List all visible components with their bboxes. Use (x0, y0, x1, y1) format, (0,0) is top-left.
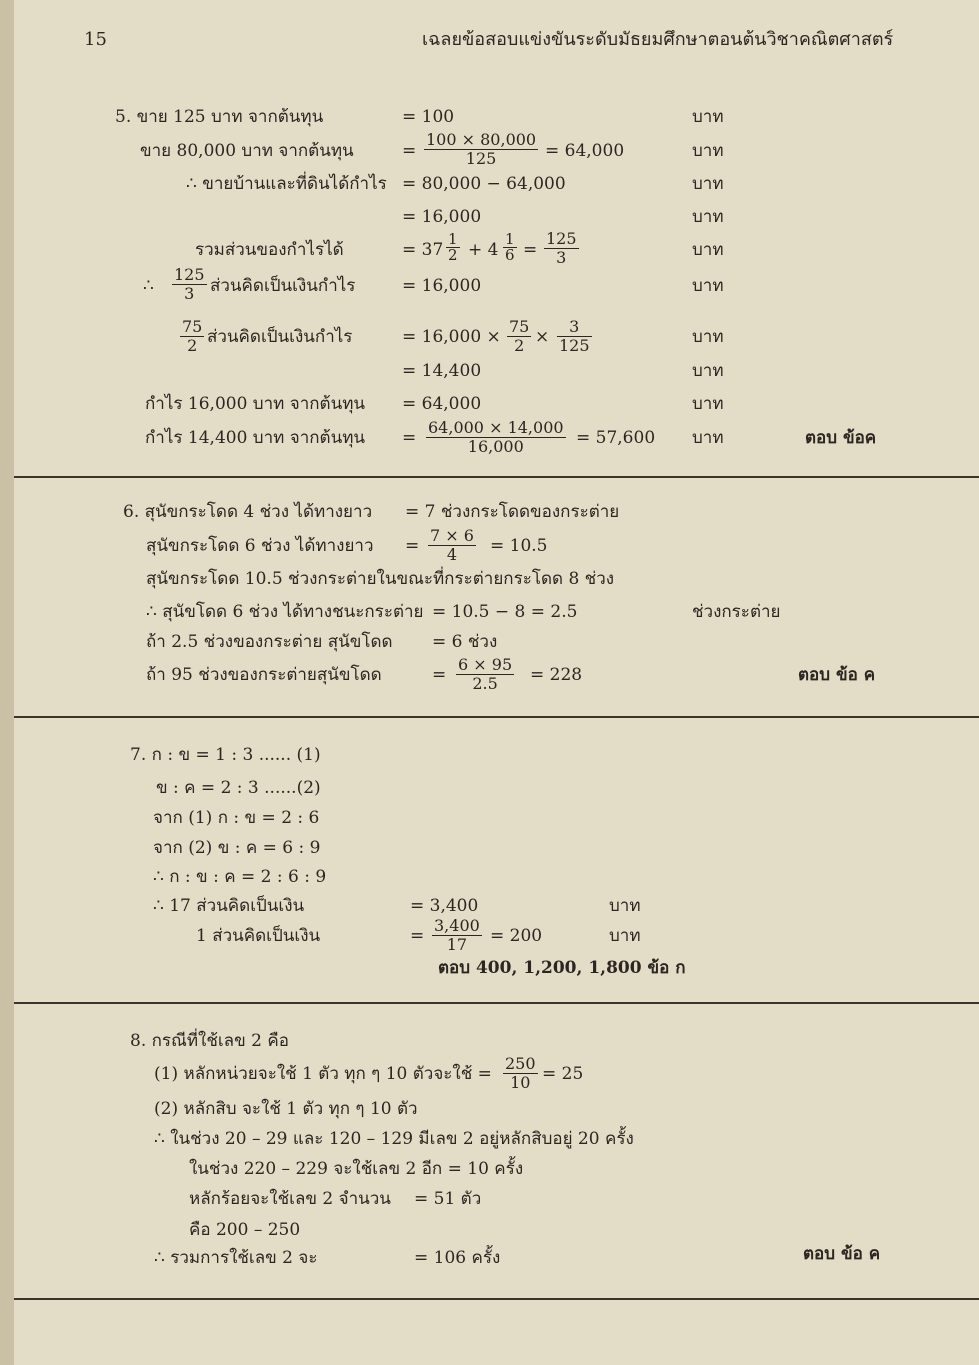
q8-line1: 8. กรณีที่ใช้เลข 2 คือ (130, 1031, 289, 1051)
q5-line2-unit: บาท (692, 141, 724, 161)
q5-line10-eq: = (402, 428, 417, 448)
q5-line7-fraction (180, 318, 204, 355)
q5-line8-unit: บาท (692, 361, 724, 381)
q7-line4: จาก (2) ข : ค = 6 : 9 (153, 838, 321, 858)
q5-line5-f2-denominator: 6 (505, 246, 515, 264)
q7-line3: จาก (1) ก : ข = 2 : 6 (153, 808, 320, 828)
q7-line7-label: 1 ส่วนคิดเป็นเงิน (196, 926, 321, 946)
q6-line5-label: ถ้า 2.5 ช่วงของกระต่าย สุนัขโดด (146, 632, 393, 652)
q7-line5: ∴ ก : ข : ค = 2 : 6 : 9 (153, 867, 327, 887)
q5-line2-label: ขาย 80,000 บาท จากต้นทุน (140, 141, 354, 161)
q8-line2-fraction (503, 1055, 538, 1092)
q5-line1-value: = 100 (402, 107, 455, 127)
q6-line2-eq: = (405, 536, 420, 556)
q7-line6-label: ∴ 17 ส่วนคิดเป็นเงิน (153, 896, 305, 916)
q6-line6-numerator: 6 × 95 (458, 655, 513, 674)
q7-line7-unit: บาท (609, 926, 641, 946)
q5-line5-c: = (523, 240, 538, 260)
q7-line7-numerator: 3,400 (434, 916, 480, 935)
q8-line7: คือ 200 – 250 (189, 1220, 301, 1240)
q5-line3-label: ∴ ขายบ้านและที่ดินได้กำไร (186, 174, 387, 194)
q5-line7-fraction-3 (557, 318, 592, 355)
q8-line2-result: = 25 (542, 1064, 584, 1084)
q5-line1-unit: บาท (692, 107, 724, 127)
q5-line6-value: = 16,000 (402, 276, 482, 296)
q5-line7-f3-denominator: 125 (559, 336, 590, 355)
q5-line8-value: = 14,400 (402, 361, 482, 381)
q5-line5-f3-denominator: 3 (556, 248, 567, 267)
q5-line7-f3-numerator: 3 (557, 318, 592, 337)
q6-answer: ตอบ ข้อ ค (798, 665, 876, 685)
q5-line5-fraction-3 (544, 230, 579, 267)
q6-line2-fraction (428, 527, 476, 564)
q5-line4-unit: บาท (692, 207, 724, 227)
q7-line6-value: = 3,400 (410, 896, 479, 916)
q7-line6-unit: บาท (609, 896, 641, 916)
q6-line5-value: = 6 ช่วง (432, 632, 498, 652)
q8-line4: ∴ ในช่วง 20 – 29 และ 120 – 129 มีเลข 2 อยู่หลักสิบอยู่ 20 ครั้ง (154, 1129, 634, 1149)
q5-line2-result: = 64,000 (545, 141, 625, 161)
q5-line10-denominator: 16,000 (467, 437, 524, 456)
q8-line8-label: ∴ รวมการใช้เลข 2 จะ (154, 1248, 318, 1268)
q7-line7-fraction (432, 917, 482, 954)
q7-answer: ตอบ 400, 1,200, 1,800 ข้อ ก (438, 958, 686, 978)
q5-line10-fraction (426, 419, 566, 456)
q8-line5: ในช่วง 220 – 229 จะใช้เลข 2 อีก = 10 ครั้ง (189, 1159, 524, 1179)
q5-line7-numerator: 75 (182, 317, 203, 336)
q6-line6-fraction (456, 656, 514, 693)
q6-line4-label: ∴ สุนัขโดด 6 ช่วง ได้ทางชนะกระต่าย (146, 602, 424, 622)
q5-line7-a: = 16,000 × (402, 327, 501, 347)
q5-line5-b: + 4 (468, 240, 499, 260)
q5-line9-value: = 64,000 (402, 394, 482, 414)
page-binding-edge (0, 0, 14, 1365)
q5-line5-f1-numerator: 1 (448, 230, 458, 248)
q5-line3-unit: บาท (692, 174, 724, 194)
section-divider (14, 716, 979, 718)
page-number: 15 (84, 29, 107, 50)
q5-line6-numerator: 125 (174, 265, 205, 284)
q6-line1-label: 6. สุนัขกระโดด 4 ช่วง ได้ทางยาว (123, 502, 373, 522)
q5-line5-unit: บาท (692, 240, 724, 260)
q7-line7-result: = 200 (490, 926, 543, 946)
q5-line7-f2-denominator: 2 (514, 336, 525, 355)
q5-line2-denominator: 125 (465, 149, 497, 168)
q5-line5-f2-numerator: 1 (505, 230, 515, 248)
q5-line5-a: = 37 (402, 240, 444, 260)
q6-line2-denominator: 4 (446, 545, 458, 564)
q5-line7-b: × (535, 327, 550, 347)
q6-line1-value: = 7 ช่วงกระโดดของกระต่าย (405, 502, 620, 522)
q5-line7-f2-numerator: 75 (509, 317, 530, 336)
q5-line9-label: กำไร 16,000 บาท จากต้นทุน (145, 394, 366, 414)
q5-line5-f1-denominator: 2 (448, 246, 458, 264)
q5-line6-denominator: 3 (184, 284, 195, 303)
q5-line6-label: ส่วนคิดเป็นเงินกำไร (210, 276, 356, 296)
q5-line6-therefore: ∴ (143, 276, 154, 296)
page-title: เฉลยข้อสอบแข่งขันระดับมัธยมศึกษาตอนต้นวิชาคณิตศาสตร์ (422, 29, 894, 50)
q5-line10-result: = 57,600 (576, 428, 656, 448)
q5-line7-denominator: 2 (187, 336, 198, 355)
q6-line4-value: = 10.5 − 8 = 2.5 (432, 602, 578, 622)
q5-line1-label: 5. ขาย 125 บาท จากต้นทุน (115, 107, 324, 127)
q5-line5-fraction-1 (446, 232, 460, 263)
section-divider (14, 476, 979, 478)
q5-line5-f3-numerator: 125 (546, 229, 577, 248)
q5-line6-fraction (172, 266, 207, 303)
q5-line7-fraction-2 (507, 318, 531, 355)
q5-line9-unit: บาท (692, 394, 724, 414)
q5-line5-label: รวมส่วนของกำไรได้ (195, 240, 344, 260)
q5-line3-value: = 80,000 − 64,000 (402, 174, 566, 194)
q5-line10-numerator: 64,000 × 14,000 (428, 418, 564, 437)
q5-line10-unit: บาท (692, 428, 724, 448)
q6-line2-numerator: 7 × 6 (430, 526, 474, 545)
q5-line6-unit: บาท (692, 276, 724, 296)
q6-line6-eq: = (432, 665, 447, 685)
section-divider (14, 1002, 979, 1004)
q6-line6-denominator: 2.5 (472, 674, 498, 693)
q5-line4-value: = 16,000 (402, 207, 482, 227)
q6-line4-unit: ช่วงกระต่าย (692, 602, 781, 622)
q8-line3: (2) หลักสิบ จะใช้ 1 ตัว ทุก ๆ 10 ตัว (154, 1099, 418, 1119)
q8-line2-numerator: 250 (505, 1054, 536, 1073)
q5-line7-unit: บาท (692, 327, 724, 347)
q5-line2-numerator: 100 × 80,000 (426, 130, 537, 149)
q8-line8-value: = 106 ครั้ง (414, 1248, 501, 1268)
q7-line1: 7. ก : ข = 1 : 3 ...... (1) (130, 745, 321, 765)
q6-line2-label: สุนัขกระโดด 6 ช่วง ได้ทางยาว (146, 536, 374, 556)
q8-answer: ตอบ ข้อ ค (803, 1244, 881, 1264)
q5-line5-fraction-2 (503, 232, 517, 263)
q8-line2-denominator: 10 (510, 1073, 531, 1092)
q8-line6-value: = 51 ตัว (414, 1189, 482, 1209)
q5-line2-fraction (424, 131, 538, 168)
q7-line2: ข : ค = 2 : 3 ......(2) (156, 778, 321, 798)
q8-line6-label: หลักร้อยจะใช้เลข 2 จำนวน (189, 1189, 391, 1209)
q6-line6-result: = 228 (530, 665, 583, 685)
section-divider (14, 1298, 979, 1300)
q5-line2-eq: = (402, 141, 417, 161)
q5-line10-label: กำไร 14,400 บาท จากต้นทุน (145, 428, 366, 448)
q6-line2-result: = 10.5 (490, 536, 548, 556)
q6-line6-label: ถ้า 95 ช่วงของกระต่ายสุนัขโดด (146, 665, 382, 685)
q5-line7-label: ส่วนคิดเป็นเงินกำไร (207, 327, 353, 347)
q7-line7-denominator: 17 (446, 935, 468, 954)
q7-line7-eq: = (410, 926, 425, 946)
q8-line2-label: (1) หลักหน่วยจะใช้ 1 ตัว ทุก ๆ 10 ตัวจะใช้ = (154, 1064, 492, 1084)
q6-line3-text: สุนัขกระโดด 10.5 ช่วงกระต่ายในขณะที่กระต่ายกระโดด 8 ช่วง (146, 569, 615, 589)
q5-answer: ตอบ ข้อค (805, 428, 877, 448)
